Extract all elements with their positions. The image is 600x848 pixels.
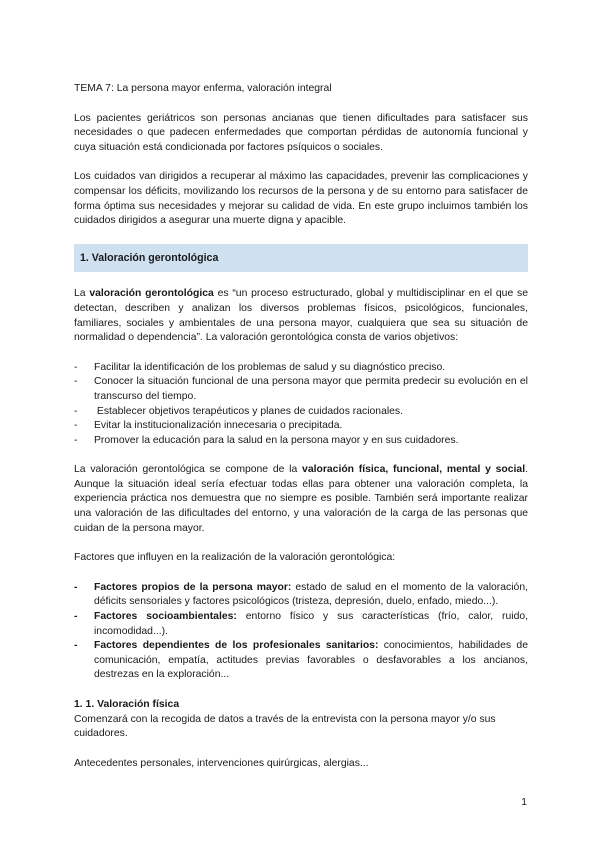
document-page — [74, 82, 528, 786]
list-item-text: Establecer objetivos terapéuticos y planes de cuidados racionales. — [94, 405, 404, 417]
list-item — [74, 405, 528, 420]
list-item-text: Conocer la situación funcional de una persona mayor que permita predecir su evolución en el transcurso del tiempo. — [94, 376, 528, 402]
components-bold: valoración física, funcional, mental y social — [302, 464, 526, 476]
definition-paragraph — [74, 287, 528, 345]
section-heading: 1. Valoración gerontológica — [74, 244, 528, 273]
factor-label: Factores propios de la persona mayor: — [94, 581, 292, 593]
factor-label: Factores socioambientales: — [94, 611, 237, 623]
list-item-text: Promover la educación para la salud en la persona mayor y en sus cuidadores. — [94, 434, 459, 446]
list-item — [74, 375, 528, 404]
bullet-mark: - — [74, 405, 78, 417]
factors-list — [74, 581, 528, 683]
list-item — [74, 419, 528, 434]
definition-pre: La — [74, 288, 90, 300]
bullet-mark: - — [74, 640, 78, 652]
subsection-paragraph-1: Comenzará con la recogida de datos a través de la entrevista con la persona mayor y/o sus cuidadores. — [74, 713, 496, 740]
bullet-mark: - — [74, 434, 78, 446]
bullet-mark: - — [74, 420, 78, 432]
definition-term: valoración gerontológica — [89, 288, 214, 300]
list-item — [74, 434, 528, 449]
list-item-text: Evitar la institucionalización innecesaria o precipitada. — [94, 420, 343, 432]
intro-paragraph-2: Los cuidados van dirigidos a recuperar al máximo las capacidades, prevenir las complicaciones y compensar los déficits, movilizando los recursos de la persona y de su entorno para satisfacer de forma óptima sus necesidades y mejorar su calidad de vida. En este grupo incluimos también los cuidados dirigidos a asegurar una muerte digna y apacible. — [74, 171, 528, 227]
page-number: 1 — [521, 797, 527, 808]
objectives-list — [74, 361, 528, 449]
bullet-mark: - — [74, 376, 78, 388]
components-post: . Aunque la situación ideal sería efectuar todas ellas para obtener una valoración completa, la experiencia práctica nos demuestra que no siempre es posible. También será importante realizar una valoración de las dificultades del entorno, y una valoración de la carga de las personas que cuidan de la persona mayor. — [74, 464, 528, 534]
definition-post: es “un proceso estructurado, global y multidisciplinar en el que se detectan, describen y analizan los diversos problemas físicos, psicológicos, funcionales, familiares, sociales y ambientales de una persona mayor, cualquiera que sea su situación de normalidad o dependencia”. La valoración gerontológica consta de varios objetivos: — [74, 288, 528, 344]
bullet-mark: - — [74, 611, 78, 623]
factor-text: entorno físico y sus características (frío, calor, ruido, incomodidad...). — [94, 611, 529, 637]
list-item — [74, 610, 528, 639]
factors-intro: Factores que influyen en la realización de la valoración gerontológica: — [74, 552, 396, 564]
subsection-paragraph-2: Antecedentes personales, intervenciones quirúrgicas, alergias... — [74, 757, 369, 769]
intro-paragraph-1: Los pacientes geriátricos son personas ancianas que tienen dificultades para satisfacer sus necesidades o que padecen enfermedades que comportan pérdidas de autonomía funcional y cuya situación está condicionada por factores psíquicos o sociales. — [74, 112, 528, 153]
subsection-heading: 1. 1. Valoración física — [74, 699, 180, 710]
bullet-mark: - — [74, 361, 78, 373]
factor-text: estado de salud en el momento de la valoración, déficits sensoriales y factores psicológicos (tristeza, depresión, duelo, enfado, miedo...). — [94, 581, 528, 608]
components-paragraph — [74, 463, 528, 536]
list-item — [74, 639, 528, 683]
bullet-mark: - — [74, 581, 78, 593]
list-item — [74, 581, 528, 610]
factor-text: conocimientos, habilidades de comunicación, empatía, actitudes previas favorables o desfavorables a los ancianos, destrezas en la exploración... — [94, 640, 528, 681]
list-item-text: Facilitar la identificación de los problemas de salud y su diagnóstico preciso. — [94, 361, 446, 373]
factor-label: Factores dependientes de los profesionales sanitarios: — [94, 640, 379, 652]
document-title: TEMA 7: La persona mayor enferma, valoración integral — [74, 83, 332, 94]
components-pre: La valoración gerontológica se compone de la — [74, 464, 303, 476]
list-item — [74, 361, 528, 376]
